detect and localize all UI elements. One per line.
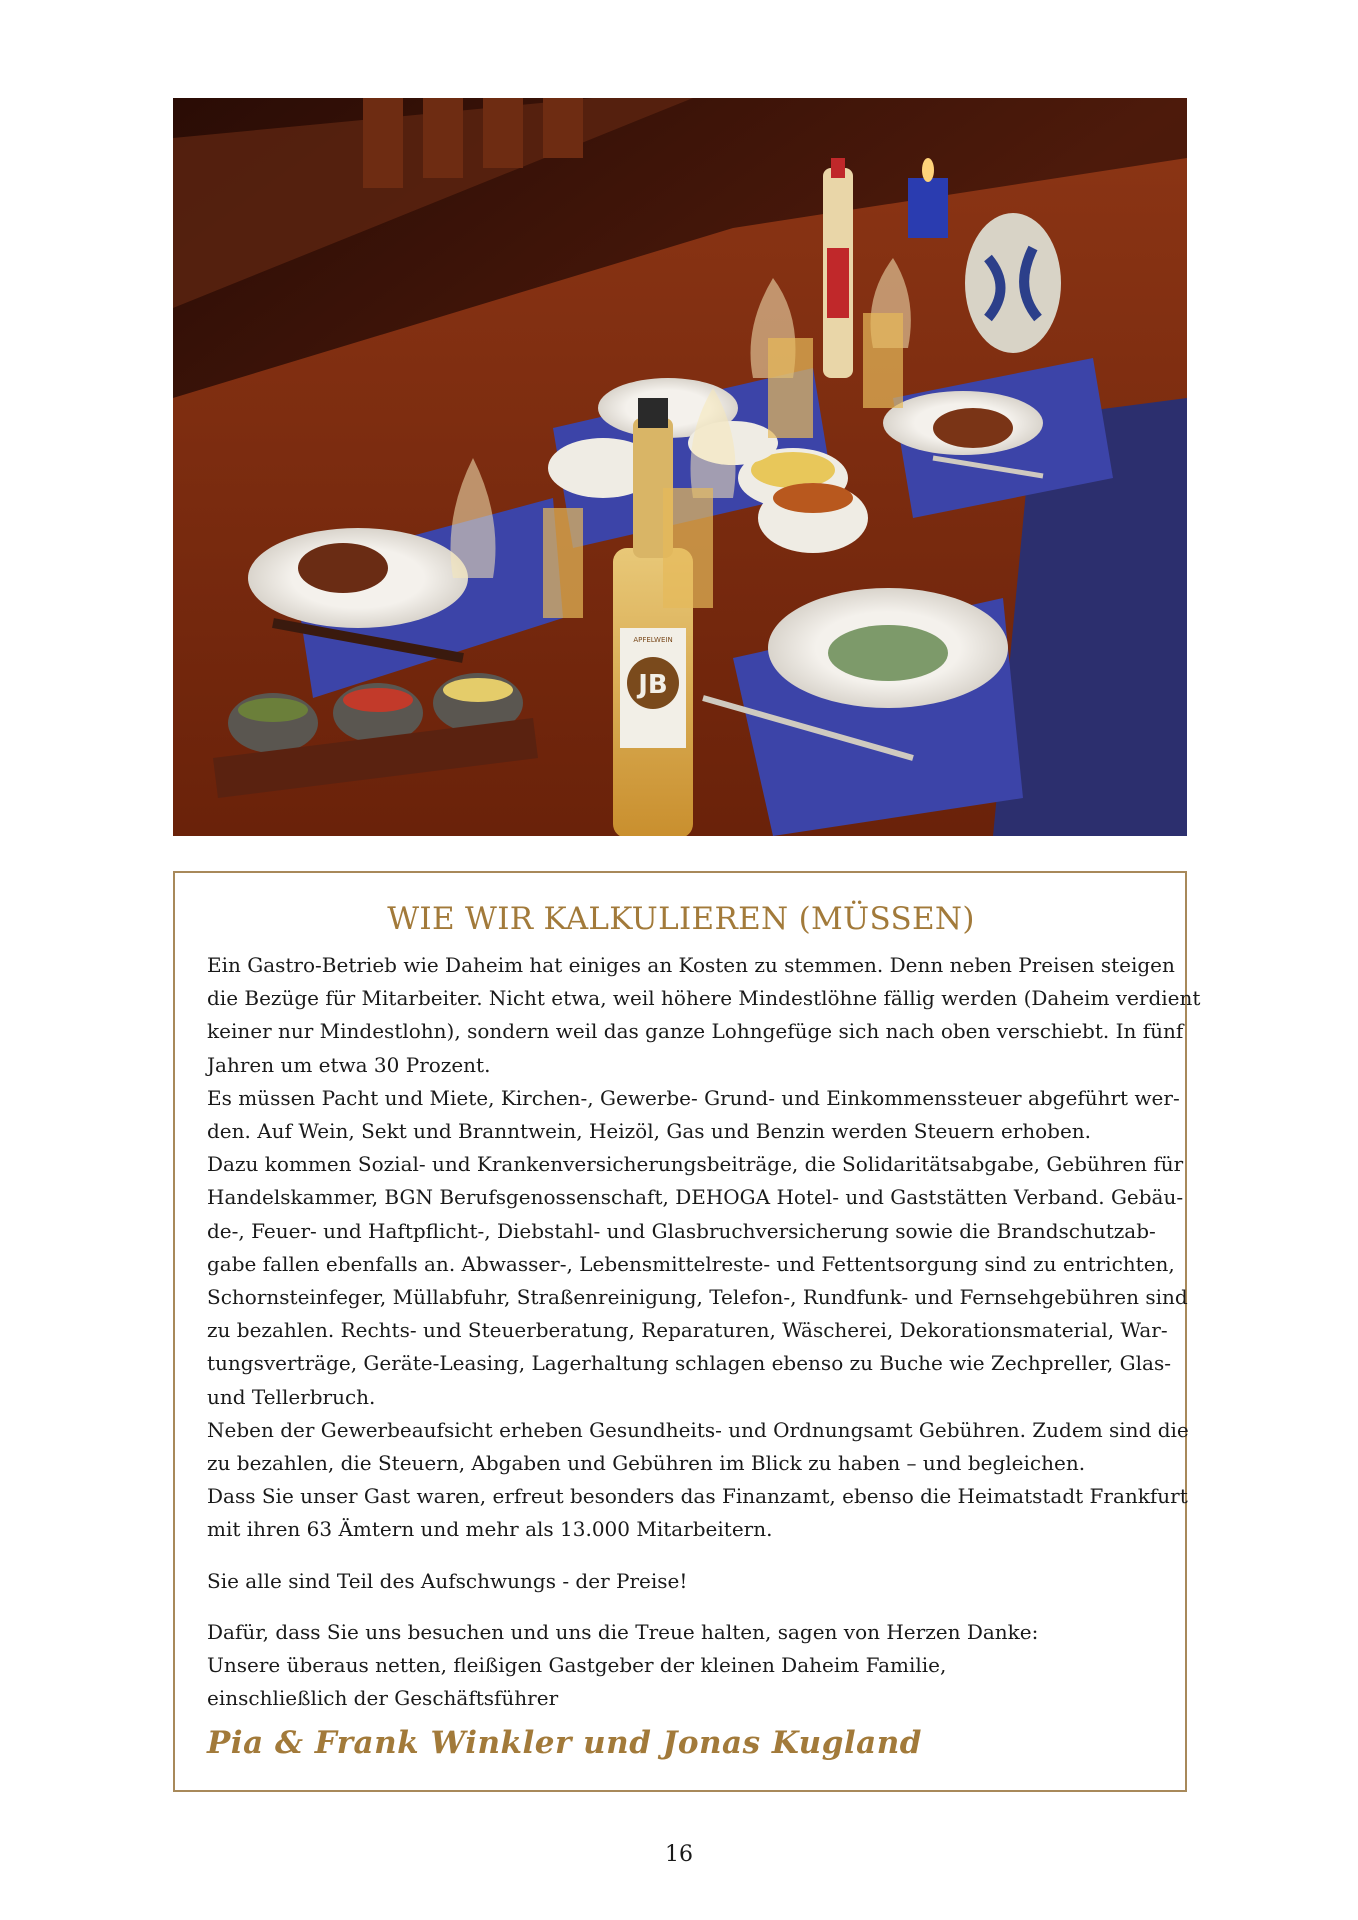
body-line: tungsverträge, Geräte-Leasing, Lagerhaltung schlagen ebenso zu Buche wie Zechpreller, Glas- bbox=[207, 1351, 1171, 1376]
photo-illustration bbox=[173, 98, 1187, 836]
body-line: gabe fallen ebenfalls an. Abwasser-, Lebensmittelreste- und Fettentsorgung sind zu entrichten, bbox=[207, 1251, 1175, 1276]
paragraph-gap bbox=[207, 1547, 1155, 1565]
body-line: Ein Gastro-Betrieb wie Daheim hat einiges an Kosten zu stemmen. Denn neben Preisen steigen bbox=[207, 953, 1175, 977]
body-line: den. Auf Wein, Sekt und Branntwein, Heizöl, Gas und Benzin werden Steuern erhoben. bbox=[207, 1119, 1092, 1144]
article-closing-line bbox=[207, 1565, 1155, 1598]
bottle-label: JB bbox=[638, 670, 668, 700]
signature: Pia & Frank Winkler und Jonas Kugland bbox=[207, 1725, 922, 1762]
body-line: die Bezüge für Mitarbeiter. Nicht etwa, weil höhere Mindestlöhne fällig werden (Daheim verdient bbox=[207, 986, 1201, 1011]
body-line: Unsere überaus netten, fleißigen Gastgeber der kleinen Daheim Familie, bbox=[207, 1653, 947, 1678]
body-line: Sie alle sind Teil des Aufschwungs - der Preise! bbox=[207, 1568, 688, 1593]
body-line: mit ihren 63 Ämtern und mehr als 13.000 Mitarbeitern. bbox=[207, 1517, 773, 1542]
body-line: de-, Feuer- und Haftpflicht-, Diebstahl- und Glasbruchversicherung sowie die Brandschutzab- bbox=[207, 1218, 1156, 1243]
article-thanks bbox=[207, 1616, 1155, 1716]
article-title: WIE WIR KALKULIEREN (MÜSSEN) bbox=[387, 901, 975, 937]
body-line: keiner nur Mindestlohn), sondern weil das ganze Lohngefüge sich nach oben verschiebt. In fünf bbox=[207, 1019, 1184, 1044]
body-line: Jahren um etwa 30 Prozent. bbox=[207, 1052, 491, 1077]
body-line: Dafür, dass Sie uns besuchen und uns die Treue halten, sagen von Herzen Danke: bbox=[207, 1619, 1039, 1644]
restaurant-table-photo bbox=[173, 98, 1187, 836]
body-line: einschließlich der Geschäftsführer bbox=[207, 1686, 559, 1711]
body-line: Es müssen Pacht und Miete, Kirchen-, Gewerbe- Grund- und Einkommenssteuer abgeführt wer- bbox=[207, 1085, 1180, 1110]
bottle-small-text: APFELWEIN bbox=[633, 636, 673, 644]
body-line: Schornsteinfeger, Müllabfuhr, Straßenreinigung, Telefon-, Rundfunk- und Fernsehgebühren sind bbox=[207, 1285, 1188, 1310]
paragraph-gap bbox=[207, 1598, 1155, 1616]
body-line: zu bezahlen. Rechts- und Steuerberatung, Reparaturen, Wäscherei, Dekorationsmaterial, War- bbox=[207, 1318, 1168, 1343]
article-body bbox=[207, 949, 1201, 1547]
article-box bbox=[173, 871, 1201, 1792]
body-line: zu bezahlen, die Steuern, Abgaben und Gebühren im Blick zu haben – und begleichen. bbox=[207, 1451, 1086, 1476]
body-line: Handelskammer, BGN Berufsgenossenschaft, DEHOGA Hotel- und Gaststätten Verband. Gebäu- bbox=[207, 1185, 1184, 1210]
body-line: und Tellerbruch. bbox=[207, 1384, 376, 1409]
body-line: Dass Sie unser Gast waren, erfreut besonders das Finanzamt, ebenso die Heimatstadt Frankfurt bbox=[207, 1484, 1188, 1509]
body-line: Dazu kommen Sozial- und Krankenversicherungsbeiträge, die Solidaritätsabgabe, Gebühren für bbox=[207, 1152, 1184, 1177]
page-number: 16 bbox=[665, 1842, 693, 1867]
body-line: Neben der Gewerbeaufsicht erheben Gesundheits- und Ordnungsamt Gebühren. Zudem sind die bbox=[207, 1417, 1189, 1442]
